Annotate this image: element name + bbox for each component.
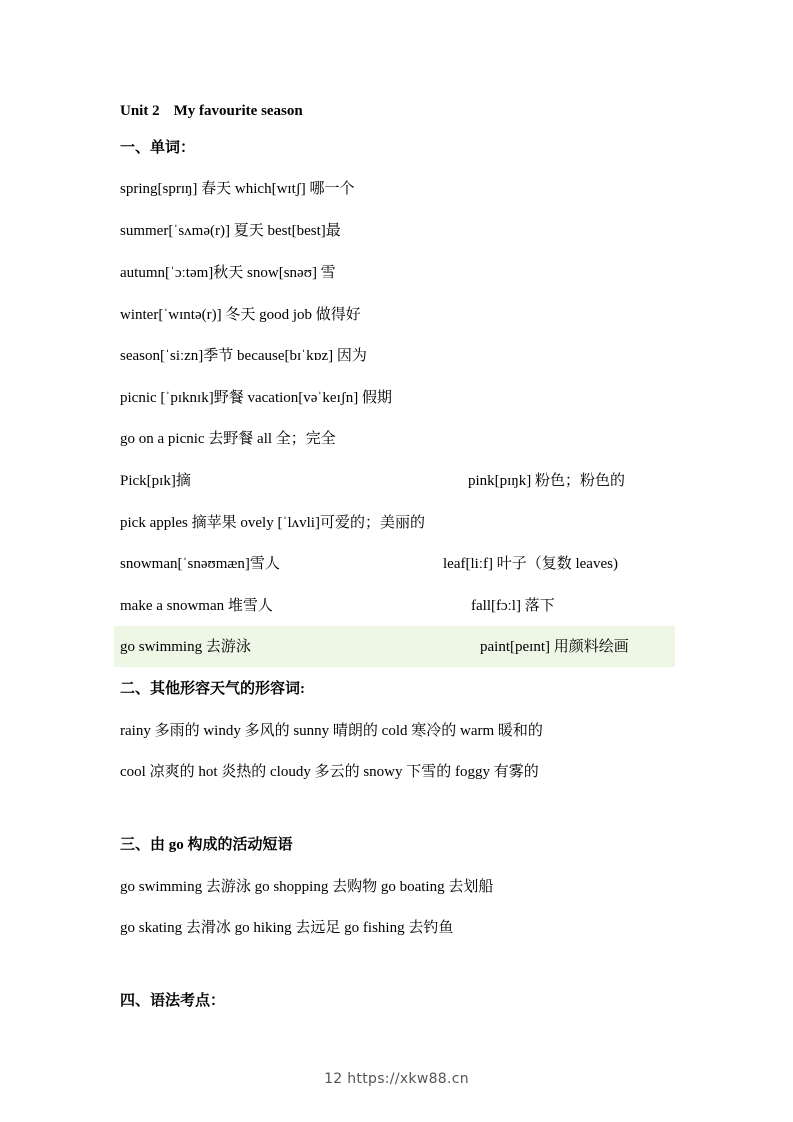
unit-label: Unit 2 xyxy=(120,103,160,119)
vocab-row-text: pick apples 摘苹果 ovely [ˈlʌvli]可爱的；美丽的 xyxy=(120,515,425,531)
vocab-row-text: go swimming 去游泳 xyxy=(120,639,251,655)
vocab-row-text: spring[sprɪŋ] 春天 which[wɪtʃ] 哪一个 xyxy=(120,181,355,197)
vocab-row xyxy=(120,263,675,283)
vocab-row xyxy=(120,429,675,449)
adjective-row: cool 凉爽的 hot 炎热的 cloudy 多云的 snowy 下雪的 foggy 有雾的 xyxy=(120,764,539,780)
document-title xyxy=(120,101,675,121)
vocab-row-right-text: pink[pɪŋk] 粉色；粉色的 xyxy=(468,473,625,489)
vocab-row-text: season[ˈsiːzn]季节 because[bɪˈkɒz] 因为 xyxy=(120,348,367,364)
section-heading-weather-adjectives: 二、其他形容天气的形容词: xyxy=(120,681,305,697)
vocab-row-text: make a snowman 堆雪人 xyxy=(120,598,273,614)
section-heading-go-phrases: 三、由 go 构成的活动短语 xyxy=(120,837,293,853)
vocab-row-text: Pick[pɪk]摘 xyxy=(120,473,191,489)
vocab-row xyxy=(120,554,675,574)
page-number: 12 xyxy=(324,1071,343,1087)
phrase-row: go skating 去滑冰 go hiking 去远足 go fishing 去钓鱼 xyxy=(120,920,454,936)
vocab-row xyxy=(120,221,675,241)
section-heading-grammar: 四、语法考点： xyxy=(120,993,226,1009)
vocab-row xyxy=(120,346,675,366)
section-heading-vocabulary: 一、单词： xyxy=(120,140,196,156)
vocab-row xyxy=(120,513,675,533)
vocab-row-text: summer[ˈsʌmə(r)] 夏天 best[best]最 xyxy=(120,223,341,239)
footer-url: https://xkw88.cn xyxy=(347,1071,469,1087)
page-footer xyxy=(0,1071,793,1087)
vocab-row-right-text: fall[fɔːl] 落下 xyxy=(471,598,555,614)
phrase-row: go swimming 去游泳 go shopping 去购物 go boating 去划船 xyxy=(120,879,494,895)
vocab-row-right-text: leaf[liːf] 叶子（复数 leaves) xyxy=(443,556,618,572)
vocab-row xyxy=(120,179,675,199)
unit-name: My favourite season xyxy=(173,103,303,119)
vocab-row-text: snowman[ˈsnəʊmæn]雪人 xyxy=(120,556,280,572)
vocab-row-text: picnic [ˈpɪknɪk]野餐 vacation[vəˈkeɪʃn] 假期 xyxy=(120,390,392,406)
vocab-row-right-text: paint[peɪnt] 用颜料绘画 xyxy=(480,639,629,655)
vocab-row-highlighted xyxy=(120,637,675,657)
adjective-row: rainy 多雨的 windy 多风的 sunny 晴朗的 cold 寒冷的 warm 暖和的 xyxy=(120,723,543,739)
vocab-row xyxy=(120,596,675,616)
vocab-row xyxy=(120,305,675,325)
vocab-row xyxy=(120,471,675,491)
vocab-row xyxy=(120,388,675,408)
vocab-row-text: go on a picnic 去野餐 all 全；完全 xyxy=(120,431,336,447)
vocab-row-text: winter[ˈwɪntə(r)] 冬天 good job 做得好 xyxy=(120,307,361,323)
vocab-row-text: autumn[ˈɔːtəm]秋天 snow[snəʊ] 雪 xyxy=(120,265,336,281)
